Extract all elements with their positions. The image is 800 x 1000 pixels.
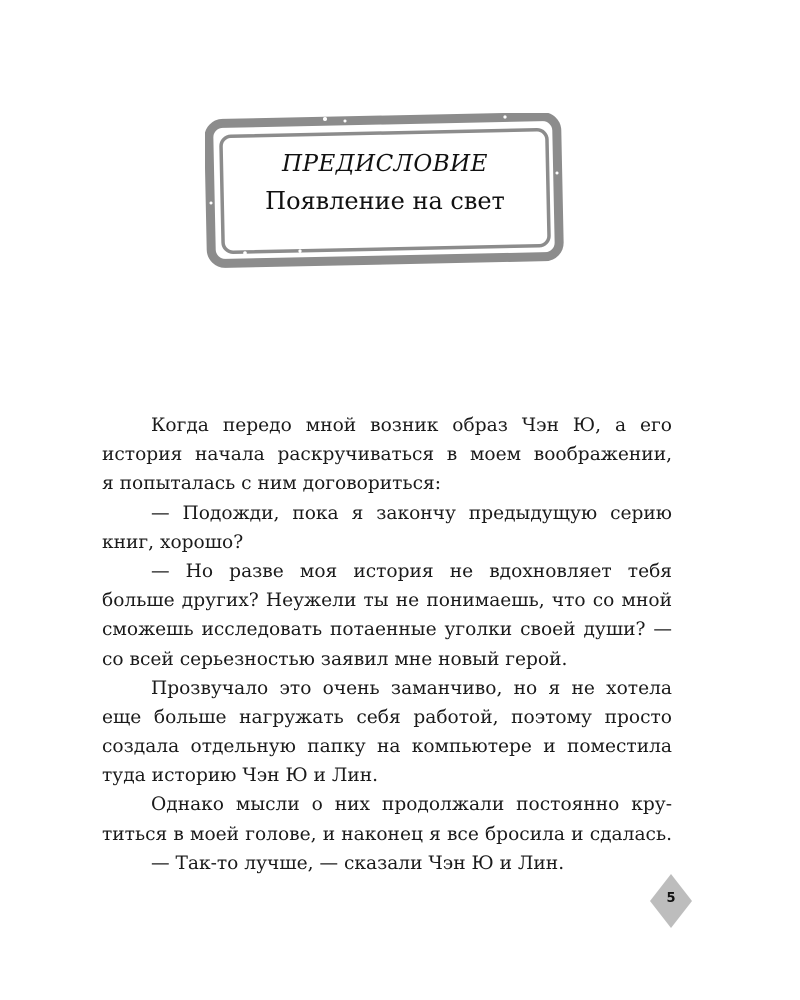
text-line: больше других? Неужели ты не понимаешь, что со мной	[102, 590, 672, 612]
text-line: книг, хорошо?	[102, 531, 244, 553]
text-line: сможешь исследовать потаенные уголки своей души? —	[102, 619, 672, 641]
text-line: — Но разве моя история не вдохновляет тебя	[151, 560, 672, 582]
chapter-title-frame	[205, 113, 565, 268]
page-number-marker	[650, 874, 692, 928]
text-line: Прозвучало это очень заманчиво, но я не хотела	[151, 677, 672, 699]
text-line: еще больше нагружать себя работой, поэтому просто	[102, 706, 672, 728]
text-line: — Так-то лучше, — сказали Чэн Ю и Лин.	[151, 852, 565, 874]
text-line: история начала раскручиваться в моем воображении,	[102, 444, 672, 466]
chapter-title: Появление на свет	[265, 187, 505, 215]
text-line: Однако мысли о них продолжали постоянно кру-	[151, 794, 672, 816]
body-text	[102, 411, 672, 878]
text-line: туда историю Чэн Ю и Лин.	[102, 765, 379, 787]
chapter-label: ПРЕДИСЛОВИЕ	[282, 151, 488, 177]
text-line: титься в моей голове, и наконец я все бросила и сдалась.	[102, 823, 672, 845]
text-line: со всей серьезностью заявил мне новый герой.	[102, 648, 568, 670]
text-line: создала отдельную папку на компьютере и поместила	[102, 736, 672, 758]
text-line: Когда передо мной возник образ Чэн Ю, а его	[151, 415, 672, 436]
text-line: я попыталась с ним договориться:	[102, 473, 441, 495]
text-line: — Подожди, пока я закончу предыдущую серию	[151, 502, 672, 524]
page-number: 5	[666, 891, 676, 906]
